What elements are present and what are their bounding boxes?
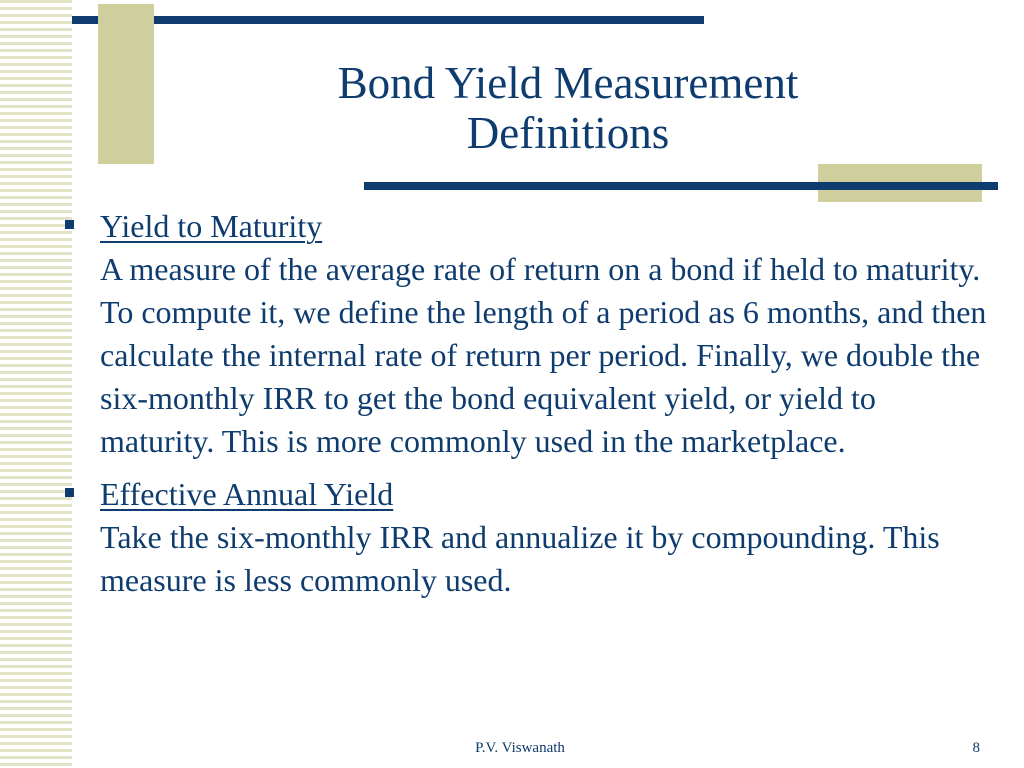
square-bullet-icon [65, 488, 74, 497]
bullet-item-effective-annual-yield [62, 473, 997, 602]
square-bullet-icon [65, 220, 74, 229]
top-accent-block [98, 4, 154, 164]
footer-author: P.V. Viswanath [475, 740, 565, 756]
page-number: 8 [972, 740, 980, 756]
bullet-heading: Effective Annual Yield [100, 476, 394, 512]
slide-title-line-1: Bond Yield Measurement [337, 58, 799, 108]
slide-content [62, 205, 997, 612]
bullet-item-yield-to-maturity [62, 205, 997, 463]
bullet-heading: Yield to Maturity [100, 208, 323, 244]
top-accent-line [72, 16, 704, 24]
bullet-body: A measure of the average rate of return on a bond if held to maturity. To compute it, we define the length of a period as 6 months, and then calculate the internal rate of return per period. Finally, we double the six-monthly IRR to get the bond equivalent yield, or yield to maturity. This is more commonly used in the marketplace. [100, 251, 987, 459]
bullet-body: Take the six-monthly IRR and annualize it by compounding. This measure is less commonly used. [100, 519, 940, 598]
slide-title-line-2: Definitions [466, 108, 670, 158]
title-underline-accent [364, 182, 998, 190]
slide-title [180, 58, 956, 158]
